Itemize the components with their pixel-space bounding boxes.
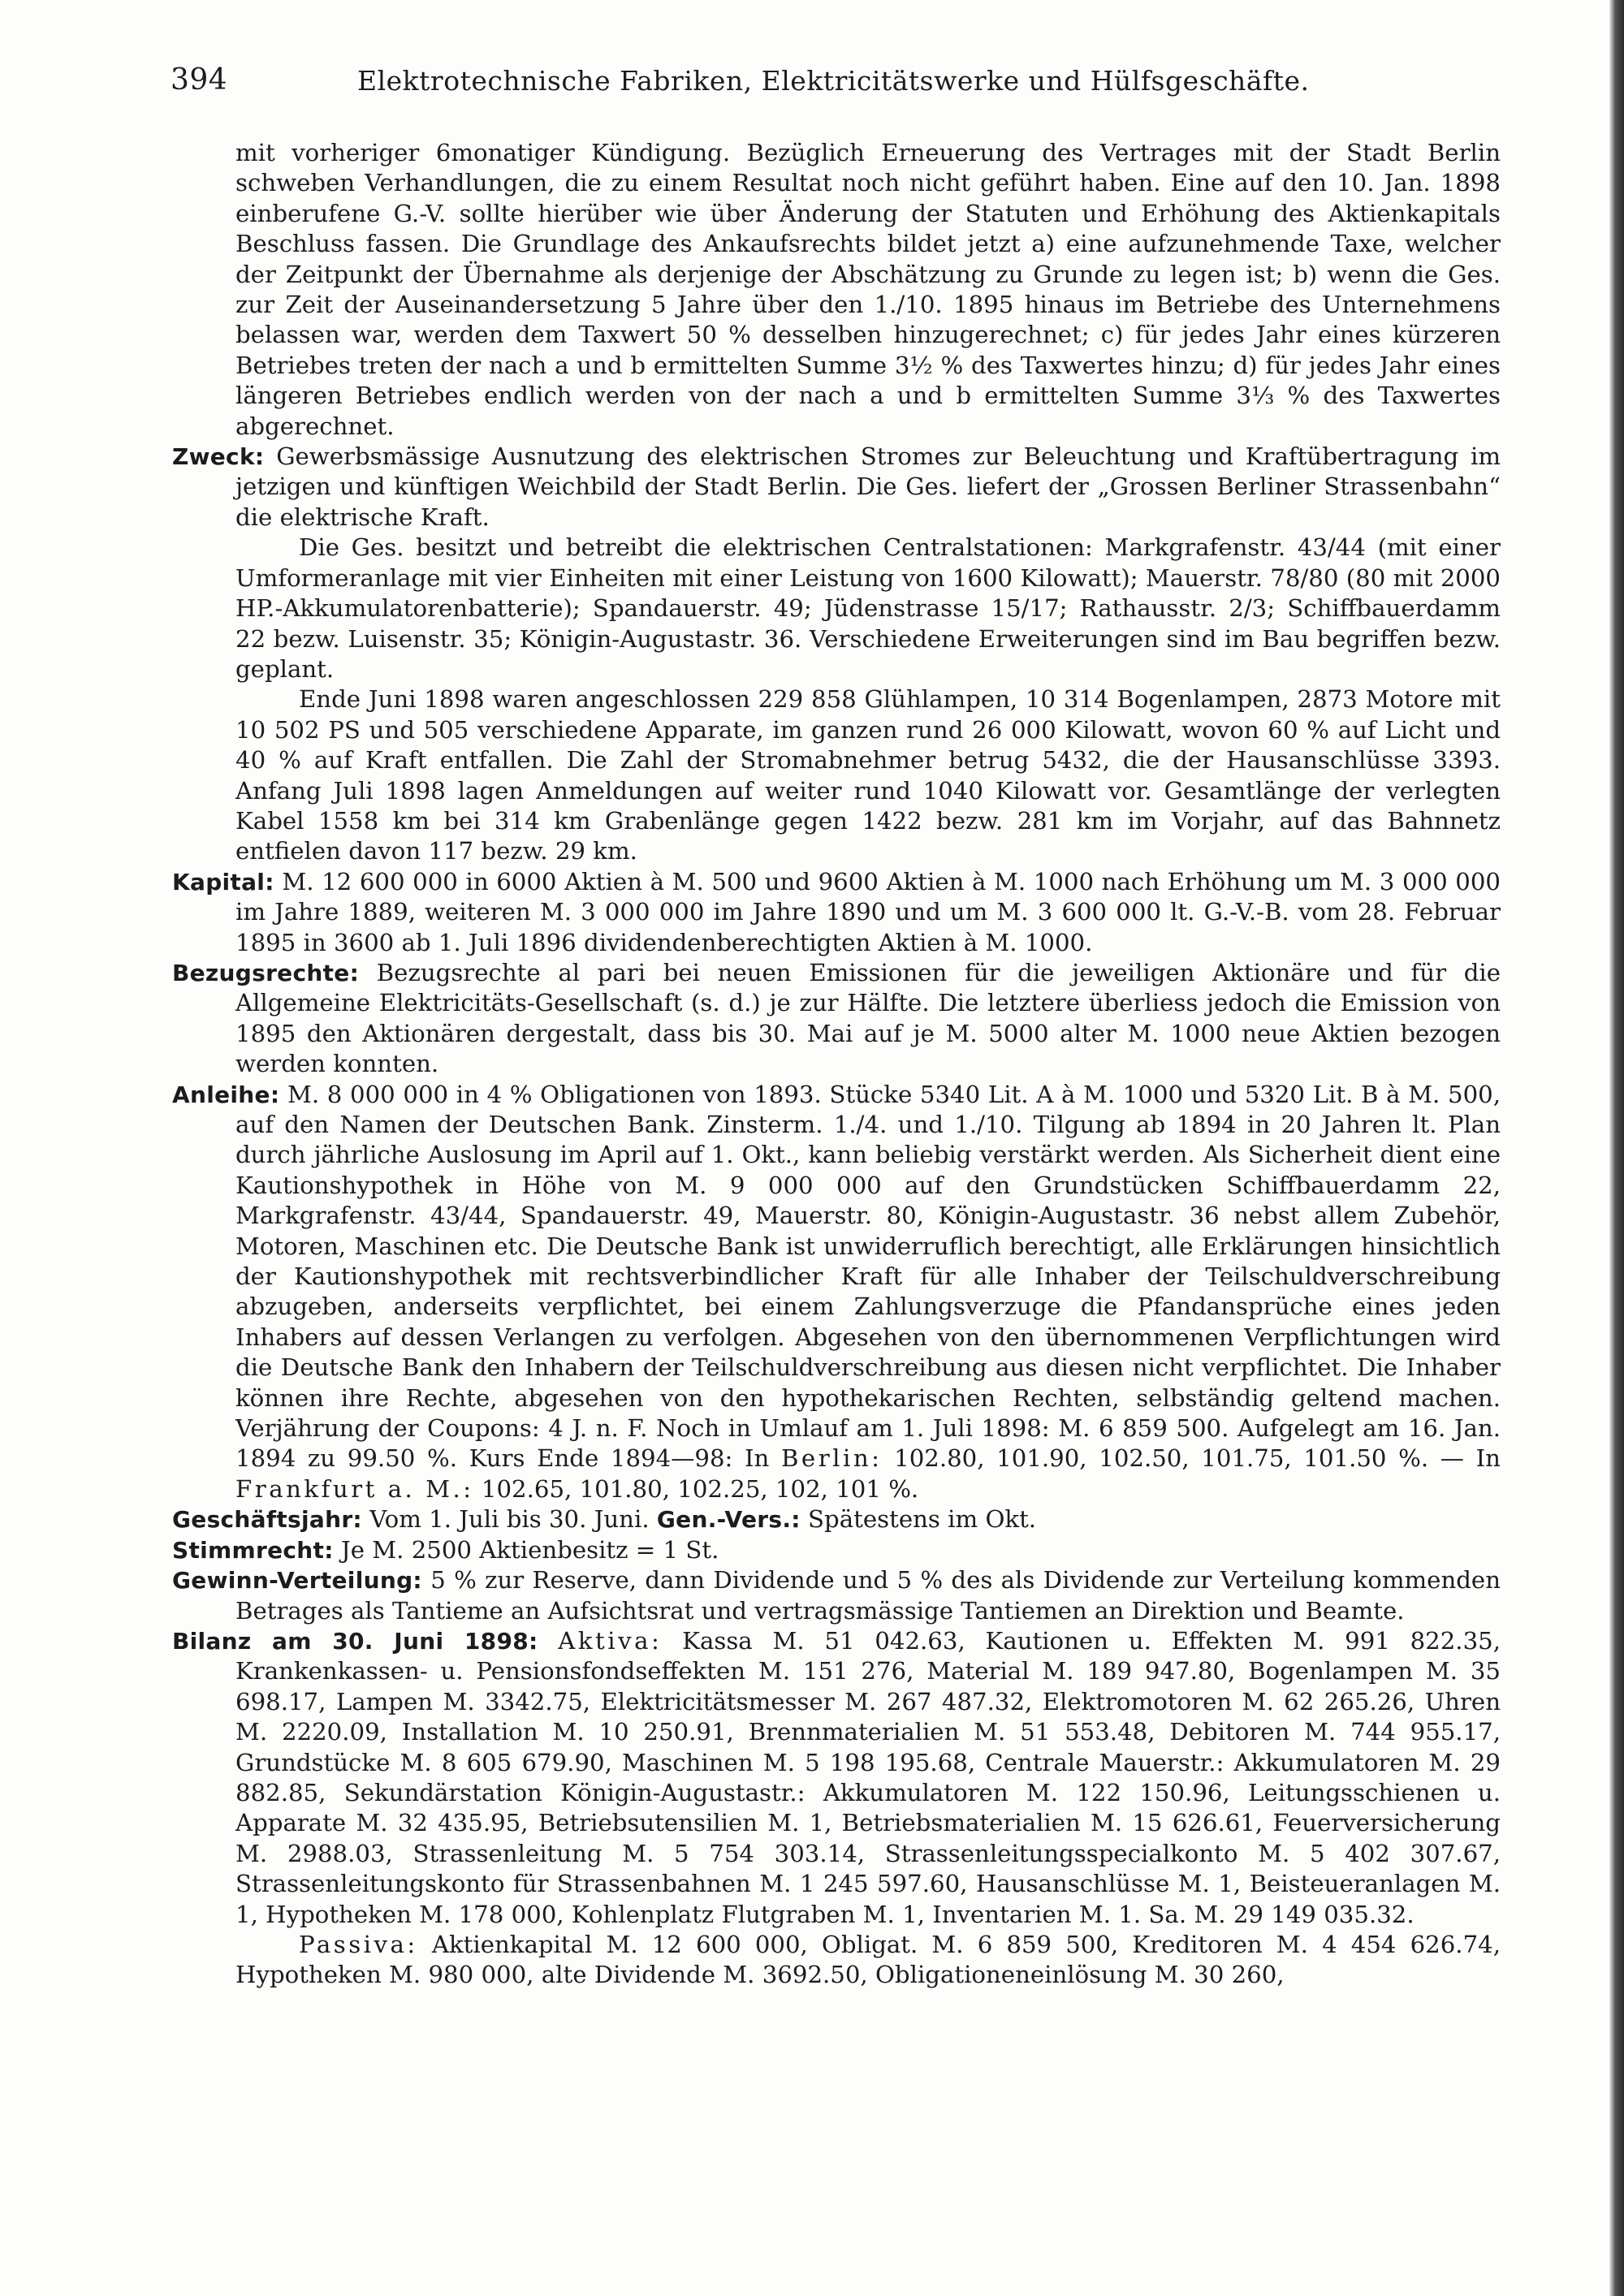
- bilanz-label: Bilanz am 30. Juni 1898:: [172, 1627, 538, 1655]
- aktiva-word: Aktiva:: [558, 1626, 663, 1655]
- aktiva-text: Kassa M. 51 042.63, Kautionen u. Effekten M. 991 822.35, Krankenkassen- u. Pensionsfondseffekten M. 151 276, Material M. 189 947.80, Bogenlampen M. 35 698.17, Lampen M. 3342.75, Elektricitätsmesser M. 267 487.32, Elektromotoren M. 62 265.26, Uhren M. 2220.09, Installation M. 10 250.91, Brennmaterialien M. 51 553.48, Debitoren M. 744 955.17, Grundstücke M. 8 605 679.90, Maschinen M. 5 198 195.68, Centrale Mauerstr.: Akkumulatoren M. 29 882.85, Sekundärstation Königin-Augustastr.: Akkumulatoren M. 122 150.96, Leitungsschienen u. Apparate M. 32 435.95, Betriebsutensilien M. 1, Betriebsmaterialien M. 15 626.61, Feuerversicherung M. 2988.03, Strassenleitung M. 5 754 303.14, Strassenleitungsspecialkonto M. 5 402 307.67, Strassenleitungskonto für Strassenbahnen M. 1 245 597.60, Hausanschlüsse M. 1, Beisteueranlagen M. 1, Hypotheken M. 178 000, Kohlenplatz Flutgraben M. 1, Inventarien M. 1. Sa. M. 29 149 035.32.: [235, 1626, 1501, 1928]
- anleihe-berlin: Berlin:: [780, 1444, 883, 1473]
- zweck-paragraph-3: Ende Juni 1898 waren angeschlossen 229 858 Glühlampen, 10 314 Bogenlampen, 2873 Motore mit 10 502 PS und 505 verschiedene Apparate, im ganzen rund 26 000 Kilowatt, wovon 60 % auf Licht und 40 % auf Kraft entfallen. Die Zahl der Stromabnehmer betrug 5432, die der Hausanschlüsse 3393. Anfang Juli 1898 lagen Anmeldungen auf weiter rund 1040 Kilowatt vor. Gesamtlänge der verlegten Kabel 1558 km bei 314 km Grabenlänge gegen 1422 bezw. 281 km im Vorjahr, auf das Bahnnetz entfielen davon 117 bezw. 29 km.: [235, 685, 1501, 865]
- section-gewinn-verteilung: [172, 1565, 1501, 1626]
- passiva-word: Passiva:: [299, 1930, 418, 1958]
- gewinn-label: Gewinn-Verteilung:: [172, 1567, 422, 1595]
- gen-vers-label: Gen.-Vers.:: [656, 1506, 801, 1534]
- anleihe-text: M. 8 000 000 in 4 % Obligationen von 1893. Stücke 5340 Lit. A à M. 1000 und 5320 Lit. B à M. 500, auf den Namen der Deutschen Bank. Zinsterm. 1./4. und 1./10. Tilgung ab 1894 in 20 Jahren lt. Plan durch jährliche Auslosung im April auf 1. Okt., kann beliebig verstärkt werden. Als Sicherheit dient eine Kautionshypothek in Höhe von M. 9 000 000 auf den Grundstücken Schiffbauerdamm 22, Markgrafenstr. 43/44, Spandauerstr. 49, Mauerstr. 80, Königin-Augustastr. 36 nebst allem Zubehör, Motoren, Maschinen etc. Die Deutsche Bank ist unwiderruflich berechtigt, alle Erklärungen hinsichtlich der Kautionshypothek mit rechtsverbindlicher Kraft für alle Inhaber der Teilschuldverschreibung abzugeben, anderseits verpflichtet, bei einem Zahlungsverzuge die Pfandansprüche eines jeden Inhabers auf dessen Verlangen zu verfolgen. Abgesehen von den übernommenen Verpflichtungen wird die Deutsche Bank den Inhabern der Teilschuldverschreibung aus diesen nicht verpflichtet. Die Inhaber können ihre Rechte, abgesehen von den hypothekarischen Rechten, selbständig geltend machen. Verjährung der Coupons: 4 J. n. F. Noch in Umlauf am 1. Juli 1898: M. 6 859 500. Aufgelegt am 16. Jan. 1894 zu 99.50 %. Kurs Ende 1894—98: In: [235, 1080, 1501, 1473]
- scan-edge-shadow: [1609, 0, 1624, 2296]
- page-body: [172, 138, 1501, 1991]
- stimmrecht-text: Je M. 2500 Aktienbesitz = 1 St.: [341, 1535, 719, 1564]
- kapital-label: Kapital:: [172, 868, 274, 896]
- page-number: 394: [171, 63, 228, 97]
- section-bilanz: [172, 1626, 1501, 1930]
- geschaeftsjahr-label: Geschäftsjahr:: [172, 1506, 362, 1534]
- section-anleihe: [172, 1080, 1501, 1505]
- zweck-text: Gewerbsmässige Ausnutzung des elektrischen Stromes zur Beleuchtung und Kraftübertragung im jetzigen und künftigen Weichbild der Stadt Berlin. Die Ges. liefert der „Grossen Berliner Strassenbahn“ die elektrische Kraft.: [235, 442, 1501, 531]
- passiva-paragraph: [172, 1930, 1501, 1991]
- anleihe-berlin-values: 102.80, 101.90, 102.50, 101.75, 101.50 %. — In: [894, 1444, 1501, 1473]
- zweck-label: Zweck:: [172, 443, 265, 471]
- geschaeftsjahr-text: Vom 1. Juli bis 30. Juni.: [369, 1505, 650, 1534]
- running-title: Elektrotechnische Fabriken, Elektricitätswerke und Hülfsgeschäfte.: [357, 65, 1310, 97]
- section-kapital: [172, 867, 1501, 958]
- intro-paragraph: mit vorheriger 6monatiger Kündigung. Bezüglich Erneuerung des Vertrages mit der Stadt Berlin schweben Verhandlungen, die zu einem Resultat noch nicht geführt haben. Eine auf den 10. Jan. 1898 einberufene G.-V. sollte hierüber wie über Änderung der Statuten und Erhöhung des Aktienkapitals Beschluss fassen. Die Grundlage des Ankaufsrechts bildet jetzt a) eine aufzunehmende Taxe, welcher der Zeitpunkt der Übernahme als derjenige der Abschätzung zu Grunde zu legen ist; b) wenn die Ges. zur Zeit der Auseinandersetzung 5 Jahre über den 1./10. 1895 hinaus im Betriebe des Unternehmens belassen war, werden dem Taxwert 50 % desselben hinzugerechnet; c) für jedes Jahr eines kürzeren Betriebes treten der nach a und b ermittelten Summe 3½ % des Taxwertes hinzu; d) für jedes Jahr eines längeren Betriebes endlich werden von der nach a und b ermittelten Summe 3⅓ % des Taxwertes abgerechnet.: [235, 139, 1501, 440]
- stimmrecht-label: Stimmrecht:: [172, 1536, 334, 1564]
- gewinn-text: 5 % zur Reserve, dann Dividende und 5 % des als Dividende zur Verteilung kommenden Betrages als Tantieme an Aufsichtsrat und vertragsmässige Tantiemen an Direktion und Beamte.: [235, 1566, 1501, 1625]
- anleihe-frankfurt: Frankfurt a. M.:: [235, 1474, 474, 1503]
- section-bezugsrechte: [172, 958, 1501, 1080]
- section-geschaeftsjahr: [172, 1504, 1501, 1534]
- passiva-text: Aktienkapital M. 12 600 000, Obligat. M. 6 859 500, Kreditoren M. 4 454 626.74, Hypotheken M. 980 000, alte Dividende M. 3692.50, Obligationeneinlösung M. 30 260,: [235, 1930, 1501, 1989]
- section-zweck: [172, 442, 1501, 533]
- kapital-text: M. 12 600 000 in 6000 Aktien à M. 500 und 9600 Aktien à M. 1000 nach Erhöhung um M. 3 000 000 im Jahre 1889, weiteren M. 3 000 000 im Jahre 1890 und um M. 3 600 000 lt. G.-V.-B. vom 28. Februar 1895 in 3600 ab 1. Juli 1896 dividendenberechtigten Aktien à M. 1000.: [235, 867, 1501, 956]
- bezugsrechte-text: Bezugsrechte al pari bei neuen Emissionen für die jeweiligen Aktionäre und für die Allgemeine Elektricitäts-Gesellschaft (s. d.) je zur Hälfte. Die letztere überliess jedoch die Emission von 1895 den Aktionären dergestalt, dass bis 30. Mai auf je M. 5000 alter M. 1000 neue Aktien bezogen werden konnten.: [235, 958, 1501, 1078]
- anleihe-frankfurt-values: 102.65, 101.80, 102.25, 102, 101 %.: [481, 1474, 919, 1503]
- section-stimmrecht: [172, 1535, 1501, 1565]
- zweck-paragraph-2: Die Ges. besitzt und betreibt die elektrischen Centralstationen: Markgrafenstr. 43/44 (mit einer Umformeranlage mit vier Einheiten mit einer Leistung von 1600 Kilowatt); Mauerstr. 78/80 (80 mit 2000 HP.-Akkumulatorenbatterie); Spandauerstr. 49; Jüdenstrasse 15/17; Rathausstr. 2/3; Schiffbauerdamm 22 bezw. Luisenstr. 35; Königin-Augustastr. 36. Verschiedene Erweiterungen sind im Bau begriffen bezw. geplant.: [235, 533, 1501, 683]
- page-header: [171, 63, 1502, 112]
- gen-vers-text: Spätestens im Okt.: [808, 1505, 1037, 1534]
- anleihe-label: Anleihe:: [172, 1081, 280, 1108]
- bezugsrechte-label: Bezugsrechte:: [172, 959, 360, 986]
